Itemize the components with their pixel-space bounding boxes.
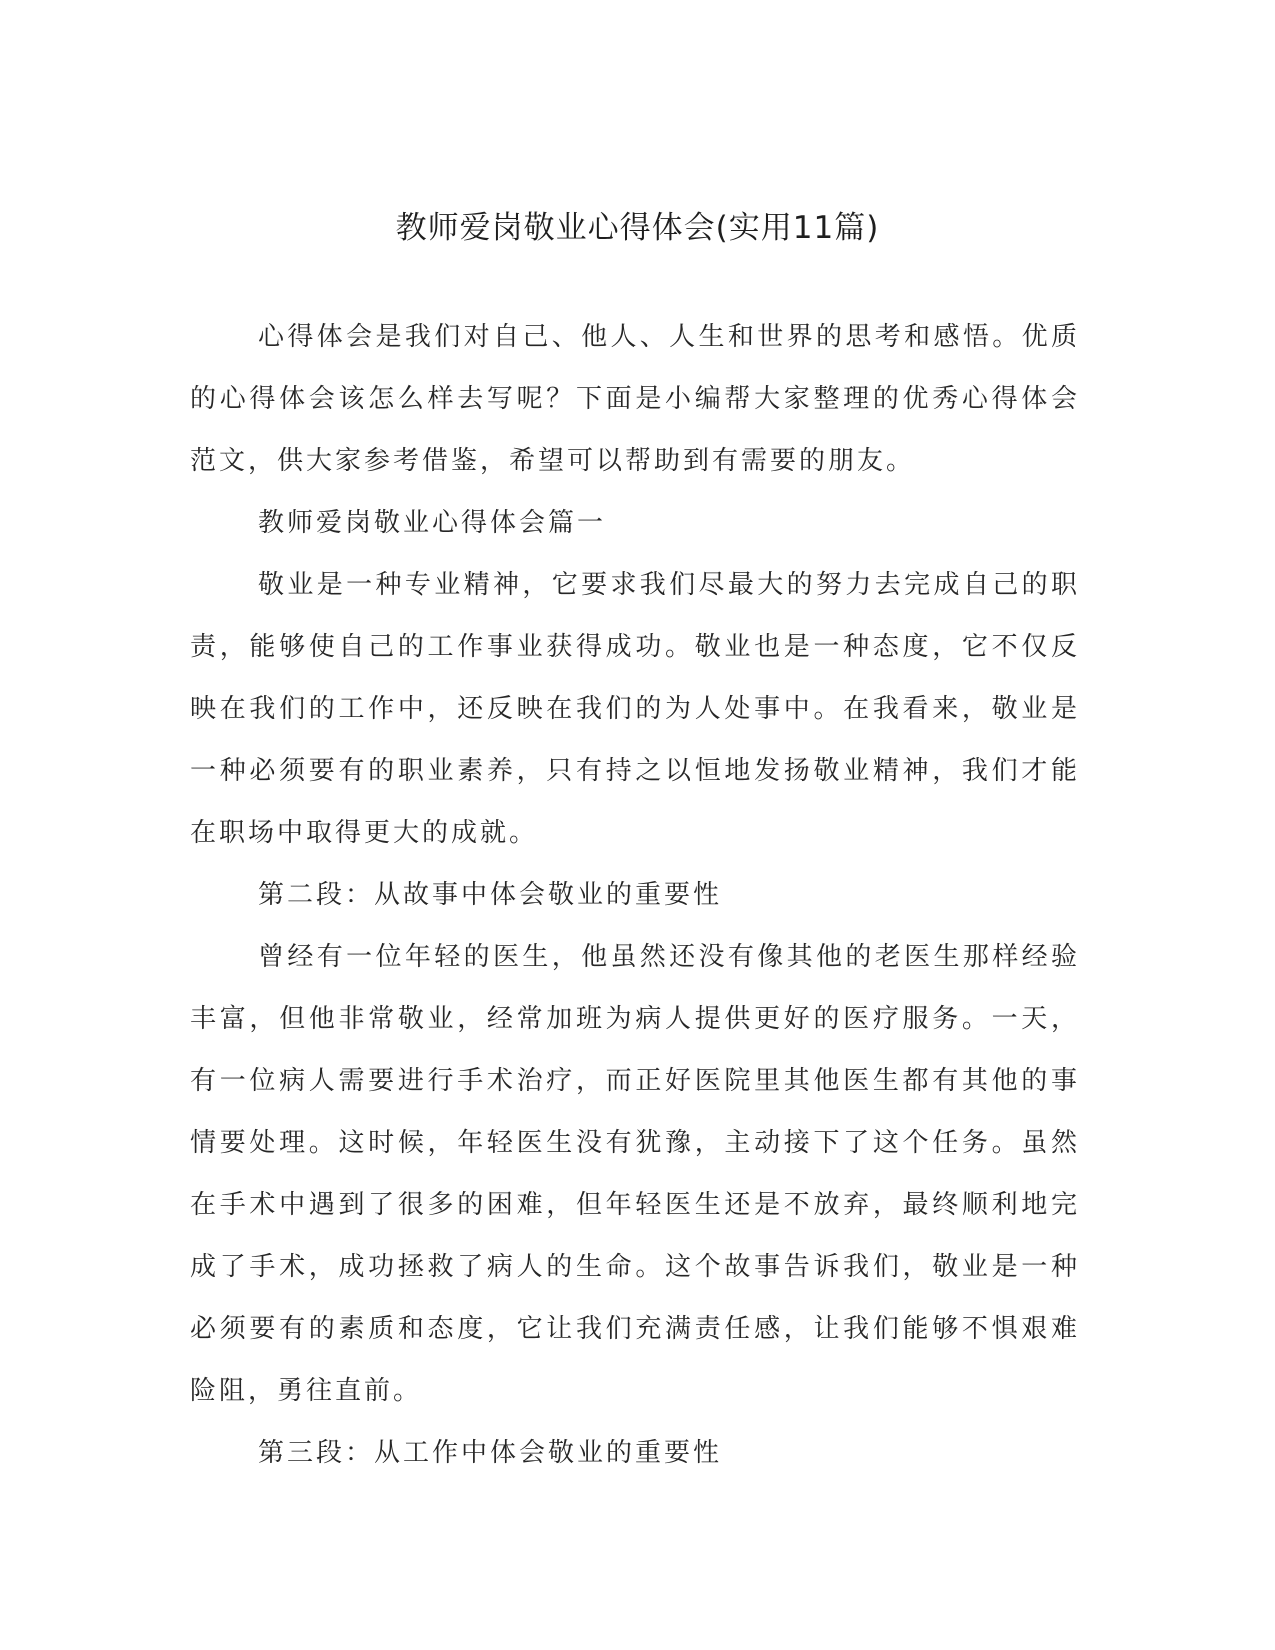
section-heading-3: 第三段：从工作中体会敬业的重要性 <box>258 1438 723 1468</box>
document-title: 教师爱岗敬业心得体会(实用11篇) <box>395 210 880 246</box>
body-paragraph-2: 曾经有一位年轻的医生，他虽然还没有像其他的老医生那样经验丰富，但他非常敬业，经常加班为病人提供更好的医疗服务。一天，有一位病人需要进行手术治疗，而正好医院里其他医生都有其他的事情要处理。这时候，年轻医生没有犹豫，主动接下了这个任务。虽然在手术中遇到了很多的困难，但年轻医生还是不放弃，最终顺利地完成了手术，成功拯救了病人的生命。这个故事告诉我们，敬业是一种必须要有的素质和态度，它让我们充满责任感，让我们能够不惧艰难险阻，勇往直前。 <box>190 942 1080 1406</box>
section-heading-1: 教师爱岗敬业心得体会篇一 <box>258 508 607 538</box>
section-heading-2: 第二段：从故事中体会敬业的重要性 <box>258 880 723 910</box>
body-paragraph-1: 敬业是一种专业精神，它要求我们尽最大的努力去完成自己的职责，能够使自己的工作事业获得成功。敬业也是一种态度，它不仅反映在我们的工作中，还反映在我们的为人处事中。在我看来，敬业是一种必须要有的职业素养，只有持之以恒地发扬敬业精神，我们才能在职场中取得更大的成就。 <box>190 570 1080 848</box>
document-body <box>190 306 1080 1484</box>
intro-paragraph: 心得体会是我们对自己、他人、人生和世界的思考和感悟。优质的心得体会该怎么样去写呢？下面是小编帮大家整理的优秀心得体会范文，供大家参考借鉴，希望可以帮助到有需要的朋友。 <box>190 322 1080 476</box>
